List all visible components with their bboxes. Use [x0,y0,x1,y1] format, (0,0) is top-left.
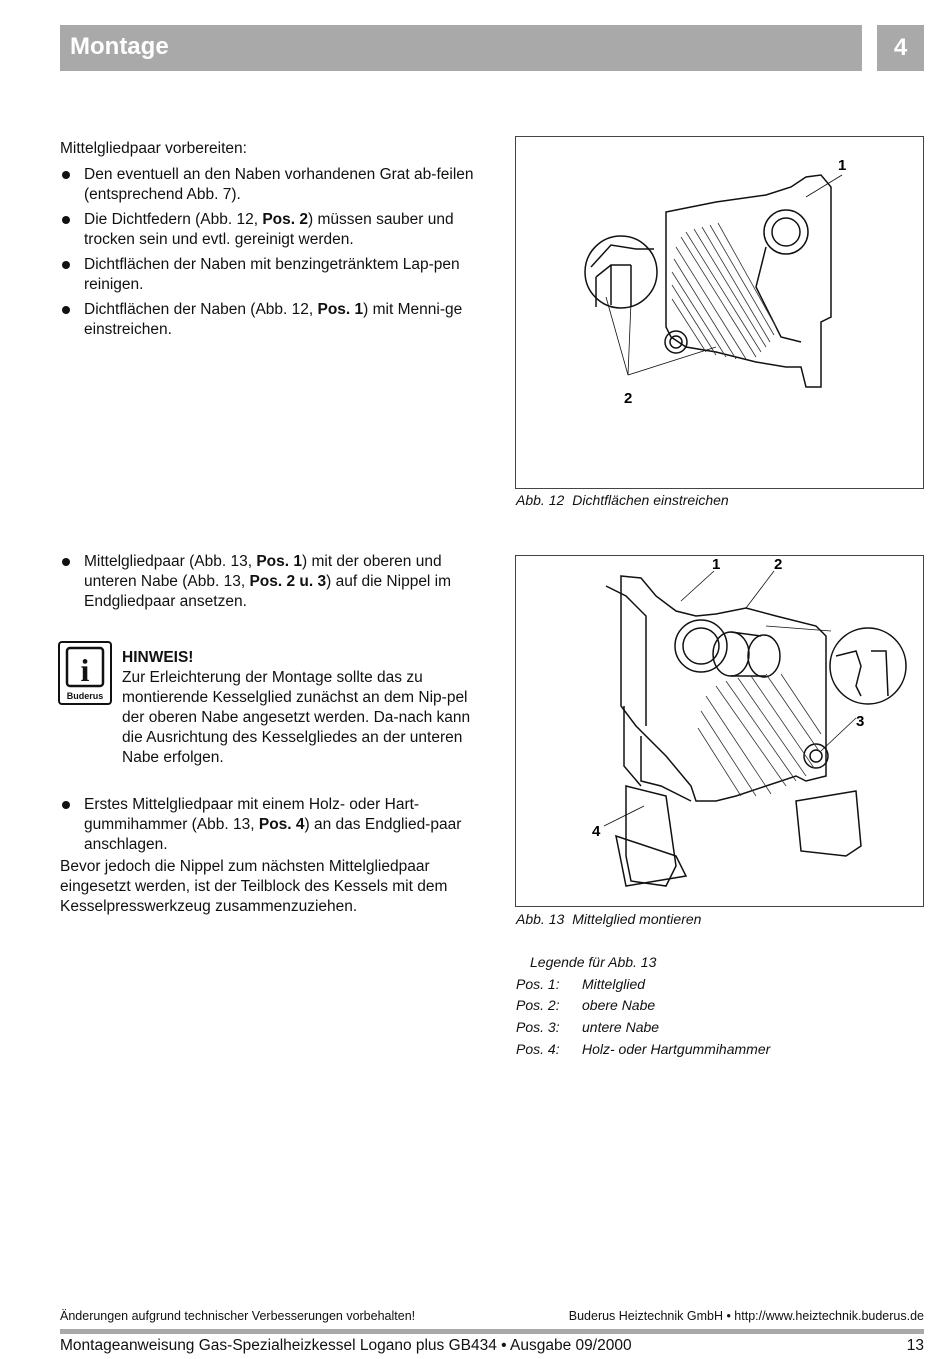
list-item: Mittelgliedpaar (Abb. 13, Pos. 1) mit der oberen und unteren Nabe (Abb. 13, Pos. 2 u. 3) auf die Nippel im Endgliedpaar ansetzen. [60,552,480,612]
figure-12-label-1: 1 [838,157,847,174]
page-number: 13 [906,1337,924,1354]
list-item: Erstes Mittelgliedpaar mit einem Holz- oder Hart-gummihammer (Abb. 13, Pos. 4) an das Endglied-paar anschlagen. [60,795,480,855]
list-item: Die Dichtfedern (Abb. 12, Pos. 2) müssen sauber und trocken sein und evtl. gereinigt werden. [60,210,480,250]
figure-12 [515,136,924,489]
boiler-assembly-illustration [516,556,923,906]
figure-13-label-1: 1 [712,556,721,573]
figure-12-label-2: 2 [624,390,633,407]
list-item: Dichtflächen der Naben (Abb. 12, Pos. 1) mit Menni-ge einstreichen. [60,300,480,340]
section-position [60,552,480,617]
figure-13 [515,555,924,907]
legend-title: Legende für Abb. 13 [530,954,657,970]
footer-document-title: Montageanweisung Gas-Spezialheizkessel Logano plus GB434 • Ausgabe 09/2000 [60,1337,632,1354]
note-box [122,648,482,768]
section-prepare [60,139,480,345]
list-item: Den eventuell an den Naben vorhandenen Grat ab-feilen (entsprechend Abb. 7). [60,165,480,205]
page-title: Montage [70,33,169,60]
figure-13-label-2: 2 [774,556,783,573]
list-item: Dichtflächen der Naben mit benzingetränktem Lap-pen reinigen. [60,255,480,295]
header-bar [60,25,862,71]
legend-row: Pos. 4: Holz- oder Hartgummihammer [516,1040,771,1057]
press-paragraph: Bevor jedoch die Nippel zum nächsten Mittelgliedpaar eingesetzt werden, ist der Teilblock des Kessels mit dem Kesselpresswerkzeug zusammenzuziehen. [60,858,448,915]
info-icon [58,641,112,705]
figure-13-caption: Abb. 13 Mittelglied montieren [516,911,702,927]
footer-divider [60,1329,924,1334]
note-text: Zur Erleichterung der Montage sollte das zu montierende Kesselglied zunächst an dem Nip-pel der oberen Nabe angesetzt werden. Da-nach kann die Ausrichtung des Kesselgliedes an der unteren Nabe erfolgen. [122,669,471,766]
note-title: HINWEIS! [122,649,194,666]
footer-disclaimer: Änderungen aufgrund technischer Verbesserungen vorbehalten! [60,1309,416,1323]
figure-12-caption: Abb. 12 Dichtflächen einstreichen [516,492,729,508]
legend-row: Pos. 3: untere Nabe [516,1019,660,1036]
figure-13-label-4: 4 [592,823,601,840]
legend-row: Pos. 1: Mittelglied [516,975,646,992]
figure-13-legend [516,952,770,1061]
svg-text:i: i [80,652,90,688]
buderus-logo: Buderus [66,691,104,701]
figure-13-label-3: 3 [856,713,865,730]
prepare-bullet-list [60,165,480,340]
boiler-section-illustration [516,137,923,488]
footer-company: Buderus Heiztechnik GmbH • http://www.heiztechnik.buderus.de [568,1309,924,1323]
section-intro: Mittelgliedpaar vorbereiten: [60,140,247,157]
section-hammer [60,795,480,919]
legend-row: Pos. 2: obere Nabe [516,997,656,1014]
chapter-number: 4 [877,25,924,71]
